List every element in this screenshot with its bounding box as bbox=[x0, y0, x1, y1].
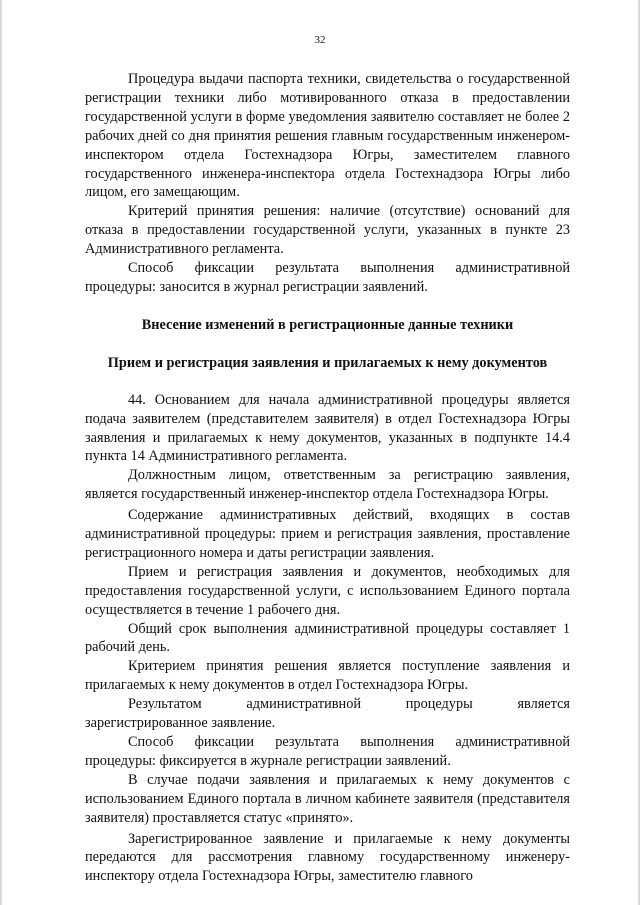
section-heading: Внесение изменений в регистрационные данные техники bbox=[141, 316, 514, 333]
paragraph: Общий срок выполнения административной процедуры составляет 1 рабочий день. bbox=[85, 620, 570, 656]
document-body bbox=[85, 70, 570, 886]
paragraph: Критерием принятия решения является поступление заявления и прилагаемых к нему документов в отдел Гостехнадзора Югры. bbox=[85, 658, 570, 694]
paragraph: Способ фиксации результата выполнения административной процедуры: фиксируется в журнале регистрации заявлений. bbox=[85, 734, 570, 769]
paragraph: Критерий принятия решения: наличие (отсутствие) оснований для отказа в предоставлении государственной услуги, указанных в пункте 23 Административного регламента. bbox=[85, 203, 570, 258]
spacer bbox=[85, 335, 570, 354]
paragraph: Зарегистрированное заявление и прилагаемые к нему документы передаются для рассмотрения главному государственному инженеру-инспектору отдела Гостехнадзора Югры, заместителю главного bbox=[85, 830, 570, 885]
page-number: 32 bbox=[314, 34, 326, 46]
spacer bbox=[85, 373, 570, 391]
paragraph: В случае подачи заявления и прилагаемых к нему документов с использованием Единого портала в личном кабинете заявителя (представителя заявителя) проставляется статус «принято». bbox=[85, 771, 570, 826]
paragraph: Результатом административной процедуры является зарегистрированное заявление. bbox=[85, 696, 570, 732]
paragraph: Способ фиксации результата выполнения административной процедуры: заносится в журнал регистрации заявлений. bbox=[85, 260, 570, 295]
paragraph: Содержание административных действий, входящих в состав административной процедуры: прием и регистрация заявления, проставление регистрационного номера и даты регистрации заявления. bbox=[85, 507, 570, 561]
paragraph: 44. Основанием для начала административной процедуры является подача заявителем (представителем заявителя) в отдел Гостехнадзора Югры заявления и прилагаемых к нему документов, указанных в подпункте 14.4 пункта 14 Административного регламента. bbox=[85, 391, 570, 465]
spacer bbox=[85, 297, 570, 316]
paragraph: Должностным лицом, ответственным за регистрацию заявления, является государственный инженер-инспектор отдела Гостехнадзора Югры. bbox=[85, 467, 570, 503]
paragraph: Прием и регистрация заявления и документов, необходимых для предоставления государственной услуги, с использованием Единого портала осуществляется в течение 1 рабочего дня. bbox=[85, 563, 570, 618]
scan-edge-left bbox=[0, 0, 3, 905]
paragraph: Процедура выдачи паспорта техники, свидетельства о государственной регистрации техники либо мотивированного отказа в предоставлении государственной услуги в форме уведомления заявителю составляет не более 2 рабочих дней со дня принятия решения главным государственным инженером-инспектором отдела Гостехнадзора Югры, заместителем главного государственного инженера-инспектора отдела Гостехнадзора Югры либо лицом, его замещающим. bbox=[85, 71, 570, 201]
subsection-heading: Прием и регистрация заявления и прилагаемых к нему документов bbox=[107, 354, 548, 371]
